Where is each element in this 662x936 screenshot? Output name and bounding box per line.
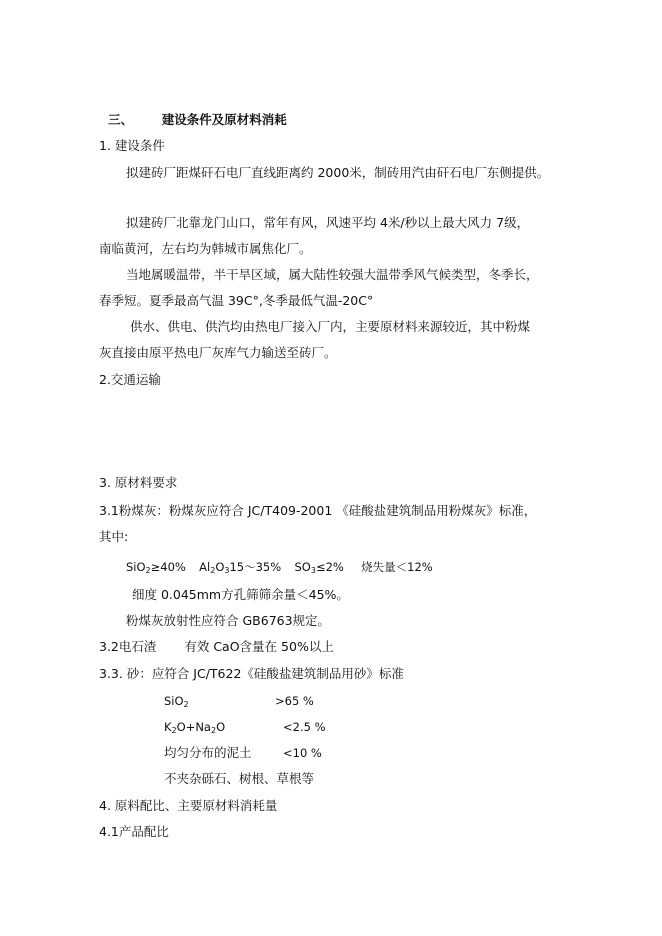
paragraph-line: 春季短。夏季最高气温 39C°,冬季最低气温-20C°: [99, 293, 374, 308]
paragraph-line: 3.1粉煤灰：粉煤灰应符合 JC/T409-2001 《硅酸盐建筑制品用粉煤灰》标准，: [99, 503, 537, 518]
fly-ash-composition: [126, 558, 433, 576]
heading-raw-material-requirements: 3. 原材料要求: [99, 475, 178, 490]
section-number: 三、: [108, 112, 134, 127]
section-title: 建设条件及原材料消耗: [161, 112, 287, 127]
paragraph-line: 其中:: [99, 529, 129, 544]
heading-mix-ratio: 4. 原料配比、主要原材料消耗量: [99, 798, 278, 813]
paragraph-line: 供水、供电、供汽均由热电厂接入厂内，主要原材料来源较近，其中粉煤: [130, 319, 531, 334]
paragraph-line: 南临黄河，左右均为韩城市属焦化厂。: [99, 241, 312, 256]
sand-alkali-label: $K_2O+Na_2O$: [164, 720, 226, 735]
sand-impurity-line: 不夹杂砾石、树根、草根等: [164, 771, 315, 786]
sand-mud-label: 均匀分布的泥土: [164, 745, 252, 760]
paragraph-line: 拟建砖厂北靠龙门山口，常年有风，风速平均 4米/秒以上最大风力 7级，: [126, 215, 530, 230]
sand-mud-value: <10 %: [283, 746, 322, 760]
heading-transport: 2.交通运输: [99, 372, 161, 387]
paragraph-line: 拟建砖厂距煤矸石电厂直线距离约 2000米，制砖用汽由矸石电厂东侧提供。: [126, 165, 550, 180]
heading-product-ratio: 4.1产品配比: [99, 824, 169, 839]
paragraph-line: 细度 0.045mm方孔筛筛余量＜45%。: [132, 587, 349, 602]
heading-construction-conditions: 1. 建设条件: [99, 138, 165, 153]
sand-alkali-value: <2.5 %: [283, 720, 326, 734]
formula-sio2: SiO$_2$≥40%: [126, 560, 186, 575]
sand-sio2-value: >65 %: [275, 694, 314, 708]
paragraph-line: 当地属暖温带，半干旱区域，属大陆性较强大温带季风气候类型，冬季长，: [126, 267, 539, 282]
paragraph-line: 3.3. 砂：应符合 JC/T622《硅酸盐建筑制品用砂》标准: [99, 666, 404, 681]
section-heading: [108, 111, 287, 129]
paragraph-line: 灰直接由原平热电厂灰库气力输送至砖厂。: [99, 345, 337, 360]
formula-so3: $SO_3\le 2\%$: [294, 560, 344, 575]
loss-on-ignition: 烧失量＜12%: [361, 560, 433, 574]
sand-sio2-label: SiO$_2$: [164, 694, 189, 709]
paragraph-line: 粉煤灰放射性应符合 GB6763规定。: [126, 613, 331, 628]
carbide-slag-line: 3.2电石渣 有效 CaO含量在 50%以上: [99, 639, 334, 654]
formula-al2o3: $Al_2O_315\sim 35\%$: [199, 560, 282, 575]
